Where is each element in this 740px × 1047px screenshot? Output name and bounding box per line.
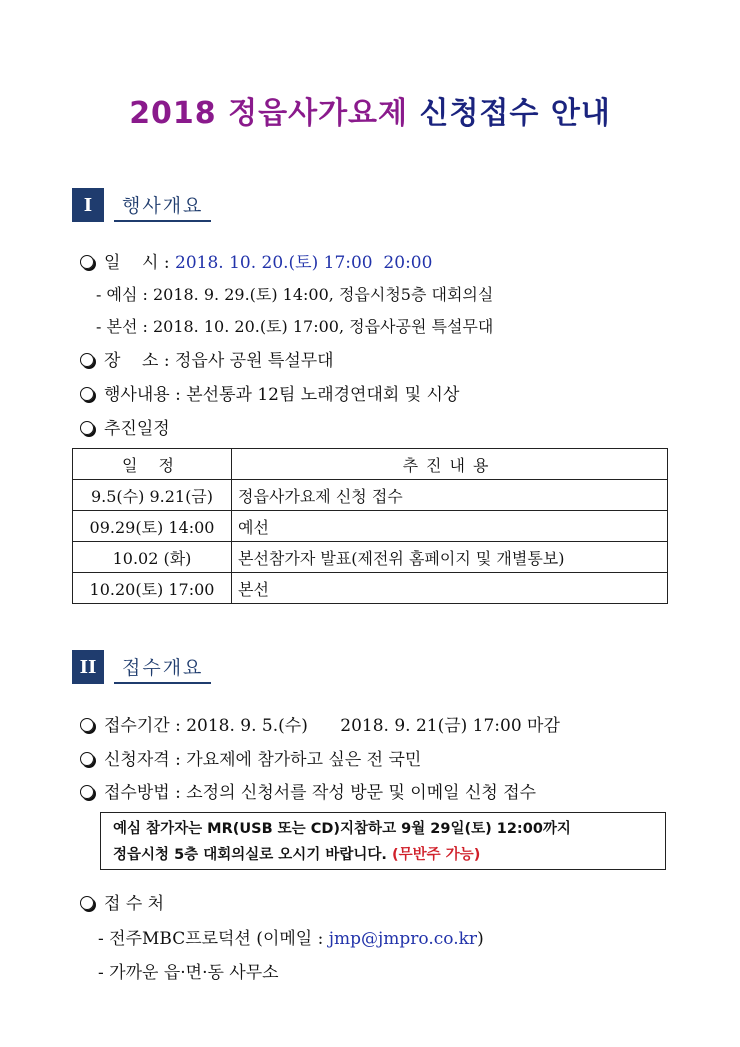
section-number: I <box>72 188 104 222</box>
content-text: 행사내용 : 본선통과 12팀 노래경연대회 및 시상 <box>104 385 460 405</box>
date-label: 일 시 : <box>104 253 170 273</box>
schedule-label: 추진일정 <box>104 419 170 439</box>
section-header-1 <box>72 188 211 222</box>
row-date: 09.29(토) 14:00 <box>73 511 232 542</box>
place-text: 장 소 : 정읍사 공원 특설무대 <box>104 351 334 371</box>
office-heading <box>80 889 164 914</box>
office-label: 접 수 처 <box>104 894 165 914</box>
circle-bullet-icon <box>80 752 94 766</box>
circle-bullet-icon <box>80 387 94 401</box>
reception-period <box>80 711 560 736</box>
final-info: - 본선 : 2018. 10. 20.(토) 17:00, 정읍사공원 특설무대 <box>96 317 494 336</box>
notice-red-text: (무반주 가능) <box>391 847 481 863</box>
section-label: 행사개요 <box>114 188 211 222</box>
section-label: 접수개요 <box>114 650 211 684</box>
office-1 <box>98 924 484 949</box>
row-desc: 정읍사가요제 신청 접수 <box>232 480 668 511</box>
period-text: 접수기간 : 2018. 9. 5.(수) 2018. 9. 21(금) 17:00 마감 <box>104 716 560 736</box>
row-date: 9.5(수) 9.21(금) <box>73 480 232 511</box>
table-header-desc: 추진내용 <box>232 449 668 480</box>
notice-line2 <box>113 842 653 868</box>
circle-bullet-icon <box>80 785 94 799</box>
event-place <box>80 346 334 371</box>
schedule-heading <box>80 414 170 439</box>
method-text: 접수방법 : 소정의 신청서를 작성 방문 및 이메일 신청 접수 <box>104 783 537 803</box>
row-date: 10.02 (화) <box>73 542 232 573</box>
office1-prefix: - 전주MBC프로덕션 (이메일 : <box>98 929 329 949</box>
reception-method <box>80 778 536 803</box>
table-row <box>73 480 668 511</box>
circle-bullet-icon <box>80 421 94 435</box>
notice-box <box>100 812 666 870</box>
circle-bullet-icon <box>80 353 94 367</box>
schedule-table <box>72 448 668 604</box>
row-desc: 예선 <box>232 511 668 542</box>
table-row <box>73 573 668 604</box>
event-content <box>80 380 459 405</box>
table-row <box>73 542 668 573</box>
section-number: II <box>72 650 104 684</box>
prelim-info: - 예심 : 2018. 9. 29.(토) 14:00, 정읍시청5층 대회의실 <box>96 285 494 304</box>
date-value: 2018. 10. 20.(토) 17:00 20:00 <box>175 253 433 273</box>
circle-bullet-icon <box>80 896 94 910</box>
table-header-date: 일 정 <box>73 449 232 480</box>
table-row <box>73 511 668 542</box>
office1-suffix: ) <box>477 929 484 949</box>
notice-line1: 예심 참가자는 MR(USB 또는 CD)지참하고 9월 29일(토) 12:00까지 <box>113 821 571 837</box>
office-2: - 가까운 읍·면·동 사무소 <box>98 963 279 983</box>
table-header-row <box>73 449 668 480</box>
row-desc: 본선 <box>232 573 668 604</box>
row-date: 10.20(토) 17:00 <box>73 573 232 604</box>
event-date <box>80 248 432 273</box>
title-part2: 신청접수 안내 <box>419 96 611 131</box>
page-title <box>0 88 740 132</box>
qualification <box>80 745 421 770</box>
section-header-2 <box>72 650 211 684</box>
row-desc: 본선참가자 발표(제전위 홈페이지 및 개별통보) <box>232 542 668 573</box>
office1-email[interactable]: jmp@jmpro.co.kr <box>328 929 478 949</box>
qualification-text: 신청자격 : 가요제에 참가하고 싶은 전 국민 <box>104 750 422 770</box>
notice-line2-text: 정읍시청 5층 대회의실로 오시기 바랍니다. <box>113 847 387 863</box>
title-part1: 2018 정읍사가요제 <box>129 96 409 131</box>
circle-bullet-icon <box>80 718 94 732</box>
circle-bullet-icon <box>80 255 94 269</box>
